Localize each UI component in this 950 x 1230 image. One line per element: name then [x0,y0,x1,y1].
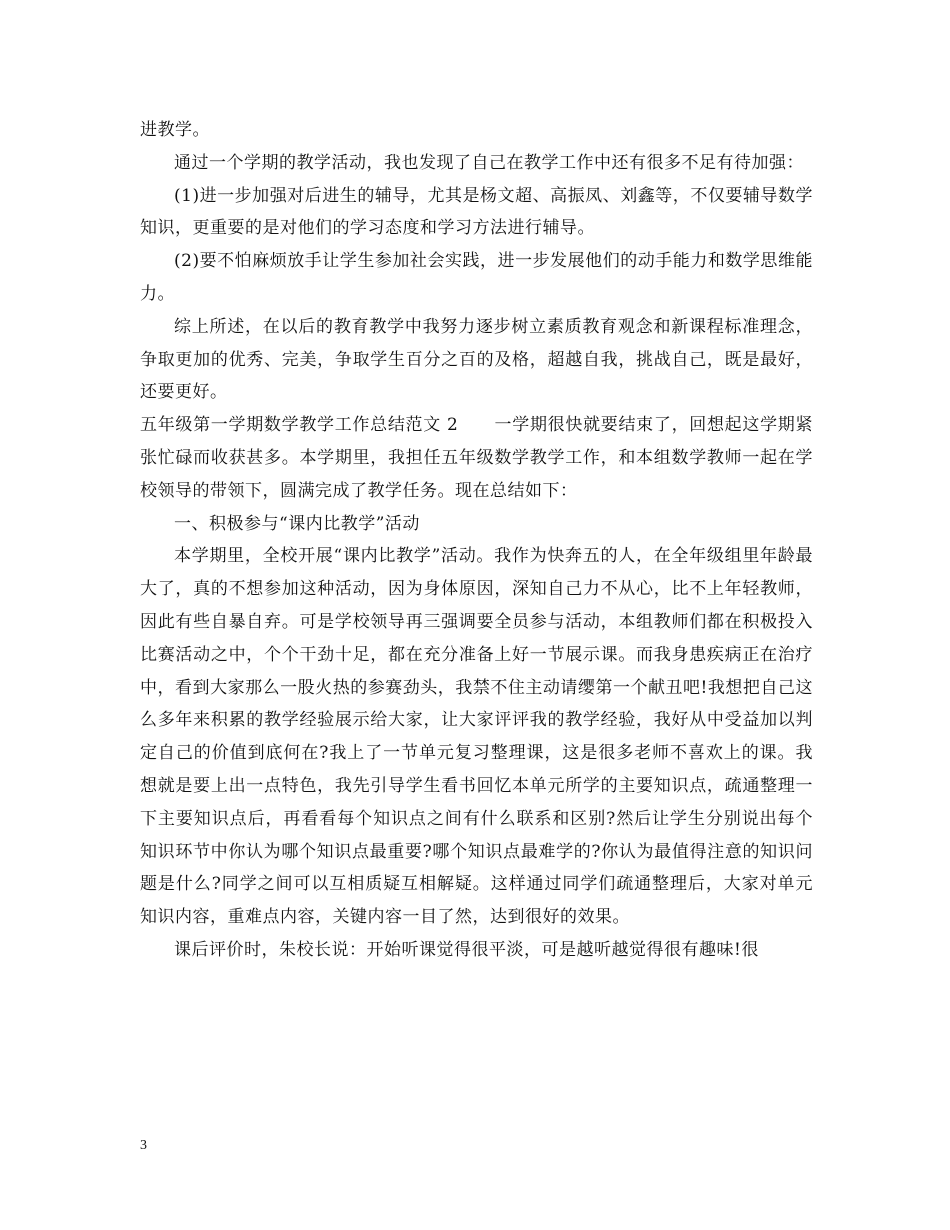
section-2-intro-paragraph [140,409,813,507]
document-page [140,114,813,967]
paragraph: (2)要不怕麻烦放手让学生参加社会实践，进一步发展他们的动手能力和数学思维能力。 [140,251,813,304]
paragraph: 本学期里，全校开展“课内比教学”活动。我作为快奔五的人，在全年级组里年龄最大了，真的不想参加这种活动，因为身体原因，深知自己力不从心，比不上年轻教师，因此有些自暴自弃。可是学校领导再三强调要全员参与活动，本组教师们都在积极投入比赛活动之中，个个干劲十足，都在充分准备上好一节展示课。而我身患疾病正在治疗中，看到大家那么一股火热的参赛劲头，我禁不住主动请缨第一个献丑吧!我想把自己这么多年来积累的教学经验展示给大家，让大家评评我的教学经验，我好从中受益加以判定自己的价值到底何在?我上了一节单元复习整理课，这是很多老师不喜欢上的课。我想就是要上出一点特色，我先引导学生看书回忆本单元所学的主要知识点，疏通整理一下主要知识点后，再看看每个知识点之间有什么联系和区别?然后让学生分别说出每个知识环节中你认为哪个知识点最重要?哪个知识点最难学的?你认为最值得注意的知识问题是什么?同学之间可以互相质疑互相解疑。这样通过同学们疏通整理后，大家对单元知识内容，重难点内容，关键内容一目了然，达到很好的效果。 [140,546,813,928]
page-number: 3 [140,1138,147,1153]
section-2-intro: 一学期很快就要结束了，回想起这学期紧张忙碌而收获甚多。本学期里，我担任五年级数学教学工作，和本组数学教师一起在学校领导的带领下，圆满完成了教学任务。现在总结如下： [140,415,813,501]
paragraph: 课后评价时，朱校长说：开始听课觉得很平淡，可是越听越觉得很有趣味!很 [174,939,759,960]
paragraph: (1)进一步加强对后进生的辅导，尤其是杨文超、高振凤、刘鑫等，不仅要辅导数学知识，更重要的是对他们的学习态度和学习方法进行辅导。 [140,185,813,239]
section-2-heading: 五年级第一学期数学教学工作总结范文 2 [140,415,459,436]
paragraph: 通过一个学期的教学活动，我也发现了自己在教学工作中还有很多不足有待加强： [174,152,804,173]
paragraph: 综上所述，在以后的教育教学中我努力逐步树立素质教育观念和新课程标准理念，争取更加的优秀、完美，争取学生百分之百的及格，超越自我，挑战自己，既是最好，还要更好。 [140,316,813,403]
paragraph: 进教学。 [140,120,210,140]
subheading: 一、积极参与“课内比教学”活动 [174,513,420,534]
